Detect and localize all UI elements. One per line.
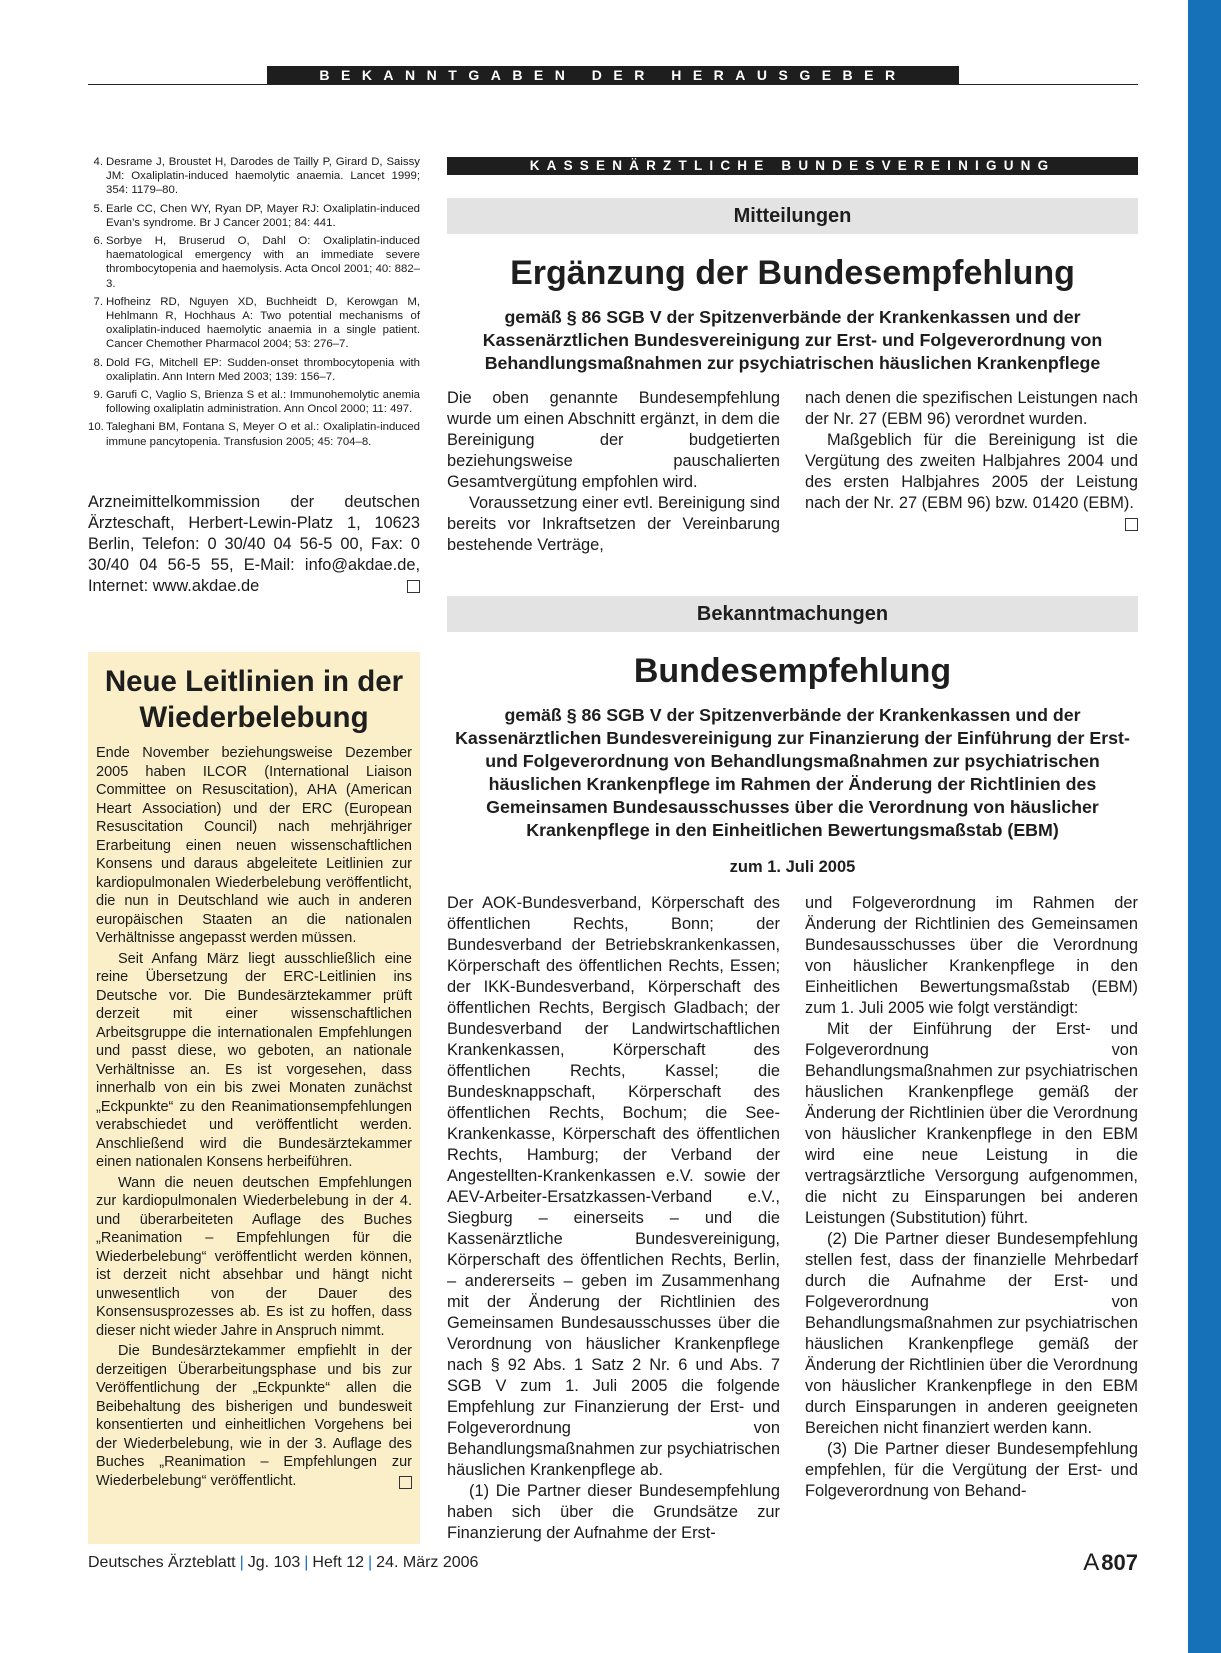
- volume: Jg. 103: [247, 1554, 301, 1571]
- paragraph: Voraussetzung einer evtl. Bereinigung sind bereits vor Inkraftsetzen der Vereinbarung bestehende Verträge,: [447, 494, 780, 554]
- end-of-article-icon: [407, 580, 420, 593]
- reference-text: Dold FG, Mitchell EP: Sudden-onset thrombocytopenia with oxaliplatin. Ann Intern Med 2003; 139: 156–7.: [106, 356, 420, 383]
- article-title-2: Bundesempfehlung: [633, 652, 952, 690]
- reference-item: [88, 202, 420, 230]
- reference-item: [88, 295, 420, 352]
- paragraph: [805, 430, 1138, 514]
- header-rule: [88, 84, 1138, 85]
- article-subtitle-2: gemäß § 86 SGB V der Spitzenverbände der Krankenkassen und der Kassenärztlichen Bundesvereinigung zur Finanzierung der Einführung der Erst- und Folgeverordnung von Behandlungsmaßnahmen zur psychiatrischen häuslichen Krankenpflege im Rahmen der Änderung der Richtlinien des Gemeinsamen Bundesausschusses über die Verordnung von häuslicher Krankenpflege in den Einheitlichen Bewertungsmaßstab (EBM): [455, 705, 1130, 840]
- end-of-article-icon: [399, 1476, 412, 1489]
- box-paragraph: Wann die neuen deutschen Empfehlungen zur kardiopulmonalen Wiederbelebung in der 4. und überarbeiteten Auflage des Buches „Reanimation – Empfehlungen für die Wiederbelebung“ veröffentlicht werden können, ist derzeit nicht absehbar und hängt nicht unwesentlich von der Dauer des Konsensusprozesses ab. Es ist zu hoffen, dass dieser nicht wieder Jahre in Anspruch nimmt.: [96, 1174, 412, 1339]
- edge-color-bar: [1188, 0, 1221, 1653]
- address-text: Arzneimittelkommission der deutschen Ärzteschaft, Herbert-Lewin-Platz 1, 10623 Berlin, Telefon: 0 30/40 04 56-5 00, Fax: 0 30/40 04 56-5 55, E-Mail: info@akdae.de, Internet: www.akdae.de: [88, 493, 420, 595]
- reference-number: 9.: [93, 389, 103, 402]
- paragraph: Mit der Einführung der Erst- und Folgeverordnung von Behandlungsmaßnahmen zur psychiatrischen häuslichen Krankenpflege gemäß der Änderung der Richtlinien über die Verordnung von häuslicher Krankenpflege in den EBM wird eine neue Leistung in die vertragsärztliche Versorgung aufgenommen, die nicht zu Einsparungen bei anderen Leistungen (Substitution) führt.: [805, 1020, 1138, 1227]
- article-title-1: Ergänzung der Bundesempfehlung: [510, 254, 1075, 292]
- box-title-line1: Neue Leitlinien in der: [104, 665, 404, 698]
- page-number-value: 807: [1101, 1550, 1138, 1575]
- separator: |: [368, 1554, 373, 1571]
- reference-text: Earle CC, Chen WY, Ryan DP, Mayer RJ: Oxaliplatin-induced Evan’s syndrome. Br J Cancer 2001; 84: 441.: [106, 202, 420, 229]
- section-bar-bekanntmachungen: Bekanntmachungen: [447, 596, 1138, 632]
- section-header-band: BEKANNTGABEN DER HERAUSGEBER: [267, 66, 959, 84]
- article-subtitle-1: gemäß § 86 SGB V der Spitzenverbände der Krankenkassen und der Kassenärztlichen Bundesvereinigung zur Erst- und Folgeverordnung von Behandlungsmaßnahmen zur psychiatrischen häuslichen Krankenpflege: [482, 307, 1103, 373]
- article1-column-1: [447, 388, 780, 556]
- reference-text: Taleghani BM, Fontana S, Meyer O et al.: Oxaliplatin-induced immune pancytopenia. Transfusion 2005; 45: 704–8.: [106, 421, 420, 448]
- reference-number: 5.: [93, 202, 103, 215]
- page-number: [1083, 1549, 1138, 1577]
- paragraph: (1) Die Partner dieser Bundesempfehlung haben sich über die Grundsätze zur Finanzierung der Aufnahme der Erst-: [447, 1482, 780, 1542]
- reference-item: [88, 356, 420, 384]
- paragraph-text: Maßgeblich für die Bereinigung ist die Vergütung des zweiten Halbjahres 2004 und des ersten Halbjahres 2005 der Leistung nach der Nr. 27 (EBM 96) bzw. 01420 (EBM).: [805, 431, 1138, 512]
- paragraph: Die oben genannte Bundesempfehlung wurde um einen Abschnitt ergänzt, in dem die Bereinigung der budgetierten beziehungsweise pauschalierten Gesamtvergütung empfohlen wird.: [447, 389, 780, 491]
- article1-column-2: [805, 388, 1138, 531]
- article2-column-2: [805, 893, 1138, 1502]
- paragraph: nach denen die spezifischen Leistungen nach der Nr. 27 (EBM 96) verordnet wurden.: [805, 389, 1138, 428]
- end-of-article-icon: [1125, 518, 1138, 531]
- separator: |: [304, 1554, 309, 1571]
- reference-item: [88, 155, 420, 198]
- effective-date: zum 1. Juli 2005: [729, 858, 856, 876]
- reference-item: [88, 420, 420, 448]
- box-paragraph: [96, 1342, 412, 1490]
- article2-column-1: [447, 893, 780, 1544]
- box-body: [88, 744, 420, 1490]
- section-bar-mitteilungen: Mitteilungen: [447, 198, 1138, 234]
- separator: |: [239, 1554, 244, 1571]
- journal-name: Deutsches Ärzteblatt: [88, 1554, 236, 1571]
- reference-text: Desrame J, Broustet H, Darodes de Tailly P, Girard D, Saissy JM: Oxaliplatin-induced haemolytic anaemia. Lancet 1999; 354: 1179–80.: [106, 156, 420, 197]
- box-title: [88, 664, 420, 736]
- page-prefix: A: [1083, 1549, 1100, 1576]
- reference-number: 10.: [88, 421, 104, 434]
- info-box: [88, 652, 420, 1544]
- reference-number: 7.: [93, 295, 103, 308]
- reference-text: Garufi C, Vaglio S, Brienza S et al.: Immunohemolytic anemia following oxaliplatin administration. Ann Oncol 2000; 11: 497.: [106, 389, 420, 416]
- paragraph: (3) Die Partner dieser Bundesempfehlung empfehlen, für die Vergütung der Erst- und Folgeverordnung von Behand-: [805, 1440, 1138, 1500]
- reference-list: [88, 155, 420, 453]
- reference-item: [88, 388, 420, 416]
- reference-number: 6.: [93, 235, 103, 248]
- reference-number: 4.: [93, 156, 103, 168]
- reference-item: [88, 234, 420, 291]
- box-paragraph-text: Die Bundesärztekammer empfiehlt in der derzeitigen Überarbeitungsphase und bis zur Veröffentlichung der „Eckpunkte“ allen die Beibehaltung des bisherigen und bundesweit konsentierten und einheitlichen Vorgehens bei der Wiederbelebung, wie in der 3. Auflage des Buches „Reanimation – Empfehlungen zur Wiederbelebung“ veröffentlicht.: [96, 1343, 412, 1489]
- contact-address: [88, 492, 420, 597]
- issue-date: 24. März 2006: [376, 1554, 479, 1571]
- reference-text: Sorbye H, Bruserud O, Dahl O: Oxaliplatin-induced haematological emergency with an immediate severe thrombocytopenia and haemolysis. Acta Oncol 2001; 40: 882–3.: [106, 235, 420, 290]
- box-paragraph: Seit Anfang März liegt ausschließlich eine reine Übersetzung der ERC-Leitlinien ins Deutsche vor. Die Bundesärztekammer prüft derzeit mit einer wissenschaftlichen Arbeitsgruppe die internationalen Empfehlungen und passt diese, wo geboten, an nationale Verhältnisse an. Es ist vorgesehen, dass innerhalb von ein bis zwei Monaten zunächst „Eckpunkte“ zu den Reanimationsempfehlungen verabschiedet und veröffentlicht werden. Anschließend wird die Bundesärztekammer einen nationalen Konsens herbeiführen.: [96, 950, 412, 1170]
- paragraph: und Folgeverordnung im Rahmen der Änderung der Richtlinien des Gemeinsamen Bundesausschusses über die Verordnung von häuslicher Krankenpflege in den Einheitlichen Bewertungsmaßstab (EBM) zum 1. Juli 2005 wie folgt verständigt:: [805, 894, 1138, 1017]
- issue: Heft 12: [312, 1554, 365, 1571]
- page-footer: [88, 1554, 478, 1572]
- paragraph: (2) Die Partner dieser Bundesempfehlung stellen fest, dass der finanzielle Mehrbedarf durch die Aufnahme der Erst- und Folgeverordnung von Behandlungsmaßnahmen zur psychiatrischen häuslichen Krankenpflege gemäß der Änderung der Richtlinien über die Verordnung von häuslicher Krankenpflege in den EBM durch Einsparungen in anderen geeigneten Bereichen nicht finanziert werden kann.: [805, 1230, 1138, 1437]
- reference-number: 8.: [93, 356, 103, 369]
- reference-text: Hofheinz RD, Nguyen XD, Buchheidt D, Kerowgan M, Hehlmann R, Hochhaus A: Two potential mechanisms of oxaliplatin-induced haemolytic anaemia in a single patient. Cancer Chemother Pharmacol 2004; 53: 276–7.: [106, 295, 420, 351]
- box-paragraph: Ende November beziehungsweise Dezember 2005 haben ILCOR (International Liaison Committee on Resuscitation), AHA (American Heart Association) und der ERC (European Resuscitation Council) nach mehrjähriger Erarbeitung einen neuen wissenschaftlichen Konsens und daraus abgeleitete Leitlinien zur kardiopulmonalen Wiederbelebung veröffentlicht, die nun in Deutschland wie auch in anderen europäischen Staaten an die nationalen Verhältnisse angepasst werden müssen.: [96, 745, 412, 946]
- paragraph: Der AOK-Bundesverband, Körperschaft des öffentlichen Rechts, Bonn; der Bundesverband der Betriebskrankenkassen, Körperschaft des öffentlichen Rechts, Essen; der IKK-Bundesverband, Körperschaft des öffentlichen Rechts, Bergisch Gladbach; der Bundesverband der Landwirtschaftlichen Krankenkassen, Körperschaft des öffentlichen Rechts, Kassel; die Bundesknappschaft, Körperschaft des öffentlichen Rechts, Bochum; die See-Krankenkasse, Körperschaft des öffentlichen Rechts, Hamburg; der Verband der Angestellten-Krankenkassen e.V. sowie der AEV-Arbeiter-Ersatzkassen-Verband e.V., Siegburg – einerseits – und die Kassenärztliche Bundesvereinigung, Körperschaft des öffentlichen Rechts, Berlin, – andererseits – geben im Zusammenhang mit der Änderung der Richtlinien des Gemeinsamen Bundesausschusses über die Verordnung von häuslicher Krankenpflege nach § 92 Abs. 1 Satz 2 Nr. 6 und Abs. 7 SGB V zum 1. Juli 2005 die folgende Empfehlung zur Finanzierung der Erst- und Folgeverordnung von Behandlungsmaßnahmen zur psychiatrischen häuslichen Krankenpflege ab.: [447, 894, 780, 1479]
- kbv-band: KASSENÄRZTLICHE BUNDESVEREINIGUNG: [447, 157, 1138, 175]
- box-title-line2: Wiederbelebung: [139, 701, 369, 734]
